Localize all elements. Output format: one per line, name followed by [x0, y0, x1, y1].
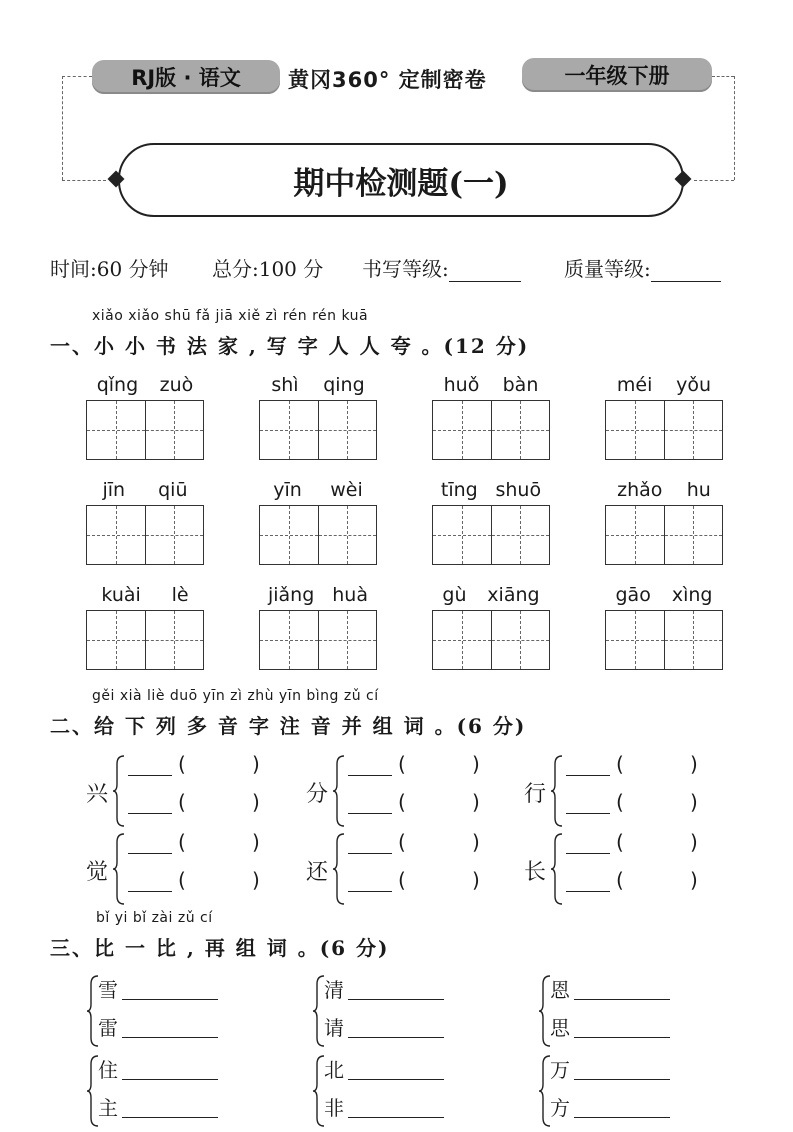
compare-pair: [86, 972, 256, 1052]
polyphonic-item: [86, 830, 286, 910]
pinyin-blank[interactable]: [348, 891, 392, 892]
pinyin-blank[interactable]: [128, 853, 172, 854]
tianzige-boxes: [86, 505, 204, 565]
word-pinyin-row: [259, 477, 377, 503]
compare-item: [550, 1090, 700, 1122]
polyphonic-char: 兴: [86, 782, 109, 807]
brace-icon: [112, 754, 126, 828]
compare-item: [324, 1090, 474, 1122]
pinyin-blank[interactable]: [128, 775, 172, 776]
tianzige-cell[interactable]: [433, 611, 491, 669]
brand-name: 黄冈360° 定制密卷: [288, 68, 487, 92]
word-pinyin: huǒ: [443, 374, 480, 396]
section1-heading: 一、小 小 书 法 家 , 写 字 人 人 夸 。(12 分): [50, 334, 530, 358]
total-score-info: 总分:100 分: [212, 257, 324, 281]
pinyin-blank[interactable]: [128, 813, 172, 814]
word-group: [605, 582, 723, 670]
header-frame-bottom-right: [694, 180, 734, 181]
word-pinyin: jīn: [102, 479, 126, 501]
word-pinyin-row: [605, 582, 723, 608]
word-pinyin-row: [432, 582, 550, 608]
writing-grade-blank[interactable]: [449, 263, 521, 282]
word-blank[interactable]: [122, 1117, 218, 1118]
tianzige-cell[interactable]: [318, 506, 377, 564]
header-frame-bottom-left: [62, 180, 106, 181]
compare-char: 非: [324, 1096, 344, 1120]
tianzige-cell[interactable]: [433, 401, 491, 459]
open-paren: (: [616, 752, 624, 776]
open-paren: (: [178, 752, 186, 776]
tianzige-cell[interactable]: [87, 611, 145, 669]
tianzige-boxes: [86, 400, 204, 460]
section1-pinyin: xiǎo xiǎo shū fǎ jiā xiě zì rén rén kuā: [92, 308, 369, 324]
word-pinyin: qing: [323, 374, 365, 396]
word-pinyin-row: [86, 477, 204, 503]
header-frame-top-left: [62, 76, 92, 77]
word-group: [432, 582, 550, 670]
polyphonic-char: 长: [524, 860, 547, 885]
word-pinyin-row: [432, 372, 550, 398]
compare-char: 万: [550, 1058, 570, 1082]
polyphonic-char: 分: [306, 782, 329, 807]
word-pinyin: xìng: [671, 584, 713, 606]
pinyin-blank[interactable]: [566, 891, 610, 892]
word-group: [605, 477, 723, 565]
compare-char: 请: [324, 1016, 344, 1040]
polyphonic-answer-row: [128, 868, 278, 898]
pinyin-blank[interactable]: [348, 813, 392, 814]
close-paren: ): [252, 868, 260, 892]
word-pinyin: shuō: [495, 479, 542, 501]
compare-char: 主: [98, 1096, 118, 1120]
tianzige-boxes: [432, 610, 550, 670]
section2-pinyin: gěi xià liè duō yīn zì zhù yīn bìng zǔ cí: [92, 688, 379, 704]
tianzige-cell[interactable]: [491, 611, 550, 669]
word-pinyin-row: [86, 582, 204, 608]
polyphonic-answer-row: [348, 752, 498, 782]
word-pinyin: bàn: [502, 374, 539, 396]
word-pinyin-row: [605, 477, 723, 503]
section2-heading: 二、给 下 列 多 音 字 注 音 并 组 词 。(6 分): [50, 714, 527, 738]
compare-char: 方: [550, 1096, 570, 1120]
tianzige-boxes: [605, 505, 723, 565]
brace-icon: [332, 754, 346, 828]
compare-item: [98, 1090, 248, 1122]
polyphonic-answer-row: [128, 830, 278, 860]
compare-item: [324, 1052, 474, 1084]
tianzige-boxes: [432, 400, 550, 460]
word-pinyin: lè: [171, 584, 189, 606]
word-blank[interactable]: [348, 1079, 444, 1080]
tianzige-cell[interactable]: [606, 506, 664, 564]
tianzige-cell[interactable]: [664, 401, 723, 459]
open-paren: (: [178, 790, 186, 814]
word-pinyin-row: [86, 372, 204, 398]
page-title: 期中检测题(一): [293, 165, 509, 202]
open-paren: (: [616, 830, 624, 854]
polyphonic-item: [306, 830, 506, 910]
word-pinyin: gāo: [615, 584, 651, 606]
compare-char: 北: [324, 1058, 344, 1082]
word-blank[interactable]: [348, 1037, 444, 1038]
word-pinyin: shì: [271, 374, 299, 396]
polyphonic-answer-row: [566, 830, 716, 860]
word-pinyin: kuài: [101, 584, 141, 606]
word-group: [605, 372, 723, 460]
tianzige-cell[interactable]: [606, 401, 664, 459]
brace-icon: [550, 832, 564, 906]
polyphonic-answer-row: [128, 790, 278, 820]
title-frame: [118, 143, 684, 217]
tianzige-boxes: [86, 610, 204, 670]
open-paren: (: [398, 790, 406, 814]
pinyin-blank[interactable]: [348, 775, 392, 776]
pinyin-blank[interactable]: [128, 891, 172, 892]
brace-icon: [550, 754, 564, 828]
polyphonic-item: [524, 830, 724, 910]
section3-pinyin: bǐ yi bǐ zài zǔ cí: [96, 910, 213, 926]
word-pinyin-row: [605, 372, 723, 398]
word-pinyin: wèi: [330, 479, 363, 501]
word-pinyin-row: [259, 582, 377, 608]
word-pinyin: méi: [616, 374, 653, 396]
grade-pill: 一年级下册: [522, 58, 712, 92]
word-pinyin: zhǎo: [617, 479, 663, 501]
section3-heading: 三、比 一 比 , 再 组 词 。(6 分): [50, 936, 390, 960]
polyphonic-answer-row: [348, 830, 498, 860]
tianzige-boxes: [605, 610, 723, 670]
tianzige-cell[interactable]: [491, 401, 550, 459]
polyphonic-answer-row: [128, 752, 278, 782]
tianzige-cell[interactable]: [491, 506, 550, 564]
close-paren: ): [690, 790, 698, 814]
compare-char: 雷: [98, 1016, 118, 1040]
compare-item: [550, 1052, 700, 1084]
compare-pair: [538, 972, 708, 1052]
tianzige-cell[interactable]: [318, 611, 377, 669]
pinyin-blank[interactable]: [348, 853, 392, 854]
compare-pair: [86, 1052, 256, 1132]
tianzige-cell[interactable]: [260, 611, 318, 669]
polyphonic-item: [306, 752, 506, 832]
close-paren: ): [690, 868, 698, 892]
polyphonic-item: [524, 752, 724, 832]
tianzige-cell[interactable]: [433, 506, 491, 564]
compare-pair: [312, 1052, 482, 1132]
polyphonic-char: 行: [524, 782, 547, 807]
open-paren: (: [616, 790, 624, 814]
word-group: [432, 372, 550, 460]
tianzige-boxes: [605, 400, 723, 460]
brace-icon: [112, 832, 126, 906]
polyphonic-answer-row: [566, 752, 716, 782]
compare-item: [550, 972, 700, 1004]
open-paren: (: [398, 752, 406, 776]
writing-grade: [362, 253, 521, 282]
word-blank[interactable]: [348, 1117, 444, 1118]
compare-char: 恩: [550, 978, 570, 1002]
word-group: [259, 477, 377, 565]
word-pinyin: tīng: [440, 479, 478, 501]
word-pinyin: hu: [686, 479, 711, 501]
close-paren: ): [690, 830, 698, 854]
tianzige-cell[interactable]: [145, 611, 204, 669]
compare-item: [98, 1052, 248, 1084]
close-paren: ): [690, 752, 698, 776]
close-paren: ): [472, 830, 480, 854]
tianzige-cell[interactable]: [318, 401, 377, 459]
compare-item: [98, 1010, 248, 1042]
header-frame-top-right: [712, 76, 734, 77]
polyphonic-char: 还: [306, 860, 329, 885]
open-paren: (: [178, 830, 186, 854]
tianzige-cell[interactable]: [606, 611, 664, 669]
close-paren: ): [472, 790, 480, 814]
close-paren: ): [252, 752, 260, 776]
polyphonic-answer-row: [566, 790, 716, 820]
word-pinyin: gù: [442, 584, 467, 606]
open-paren: (: [398, 830, 406, 854]
tianzige-cell[interactable]: [87, 506, 145, 564]
word-pinyin: jiǎng: [267, 584, 315, 606]
tianzige-cell[interactable]: [145, 506, 204, 564]
compare-pair: [312, 972, 482, 1052]
word-blank[interactable]: [122, 999, 218, 1000]
time-info: 时间:60 分钟: [50, 257, 169, 281]
word-pinyin: qiū: [158, 479, 188, 501]
word-blank[interactable]: [574, 999, 670, 1000]
compare-item: [550, 1010, 700, 1042]
word-blank[interactable]: [348, 999, 444, 1000]
pinyin-blank[interactable]: [566, 775, 610, 776]
tianzige-cell[interactable]: [260, 506, 318, 564]
quality-grade: [564, 253, 721, 282]
tianzige-cell[interactable]: [664, 506, 723, 564]
header-frame-left: [62, 76, 63, 180]
polyphonic-char: 觉: [86, 860, 109, 885]
tianzige-boxes: [259, 400, 377, 460]
word-pinyin: yīn: [273, 479, 302, 501]
compare-char: 住: [98, 1058, 118, 1082]
compare-item: [324, 1010, 474, 1042]
word-pinyin-row: [432, 477, 550, 503]
polyphonic-answer-row: [348, 790, 498, 820]
quality-grade-blank[interactable]: [651, 263, 721, 282]
subject-pill: RJ版 · 语文: [92, 60, 280, 94]
close-paren: ): [252, 790, 260, 814]
quality-grade-label: 质量等级:: [564, 257, 651, 281]
compare-char: 雪: [98, 978, 118, 1002]
pinyin-blank[interactable]: [566, 813, 610, 814]
word-pinyin: qǐng: [96, 374, 139, 396]
tianzige-boxes: [259, 610, 377, 670]
open-paren: (: [616, 868, 624, 892]
tianzige-cell[interactable]: [664, 611, 723, 669]
polyphonic-answer-row: [348, 868, 498, 898]
word-group: [259, 582, 377, 670]
word-pinyin: yǒu: [676, 374, 712, 396]
close-paren: ): [252, 830, 260, 854]
tianzige-boxes: [259, 505, 377, 565]
compare-char: 思: [550, 1016, 570, 1040]
word-group: [86, 477, 204, 565]
header-frame-right: [734, 76, 735, 180]
polyphonic-item: [86, 752, 286, 832]
word-pinyin: xiāng: [487, 584, 540, 606]
tianzige-cell[interactable]: [145, 401, 204, 459]
close-paren: ): [472, 752, 480, 776]
word-blank[interactable]: [122, 1079, 218, 1080]
word-blank[interactable]: [122, 1037, 218, 1038]
tianzige-cell[interactable]: [260, 401, 318, 459]
compare-char: 清: [324, 978, 344, 1002]
word-group: [259, 372, 377, 460]
writing-grade-label: 书写等级:: [362, 257, 449, 281]
open-paren: (: [178, 868, 186, 892]
word-pinyin: huà: [332, 584, 368, 606]
tianzige-boxes: [432, 505, 550, 565]
word-blank[interactable]: [574, 1117, 670, 1118]
word-group: [86, 372, 204, 460]
word-group: [86, 582, 204, 670]
word-pinyin: zuò: [159, 374, 194, 396]
close-paren: ): [472, 868, 480, 892]
pinyin-blank[interactable]: [566, 853, 610, 854]
compare-pair: [538, 1052, 708, 1132]
compare-item: [324, 972, 474, 1004]
word-blank[interactable]: [574, 1079, 670, 1080]
open-paren: (: [398, 868, 406, 892]
word-blank[interactable]: [574, 1037, 670, 1038]
compare-item: [98, 972, 248, 1004]
polyphonic-answer-row: [566, 868, 716, 898]
word-group: [432, 477, 550, 565]
tianzige-cell[interactable]: [87, 401, 145, 459]
word-pinyin-row: [259, 372, 377, 398]
brace-icon: [332, 832, 346, 906]
